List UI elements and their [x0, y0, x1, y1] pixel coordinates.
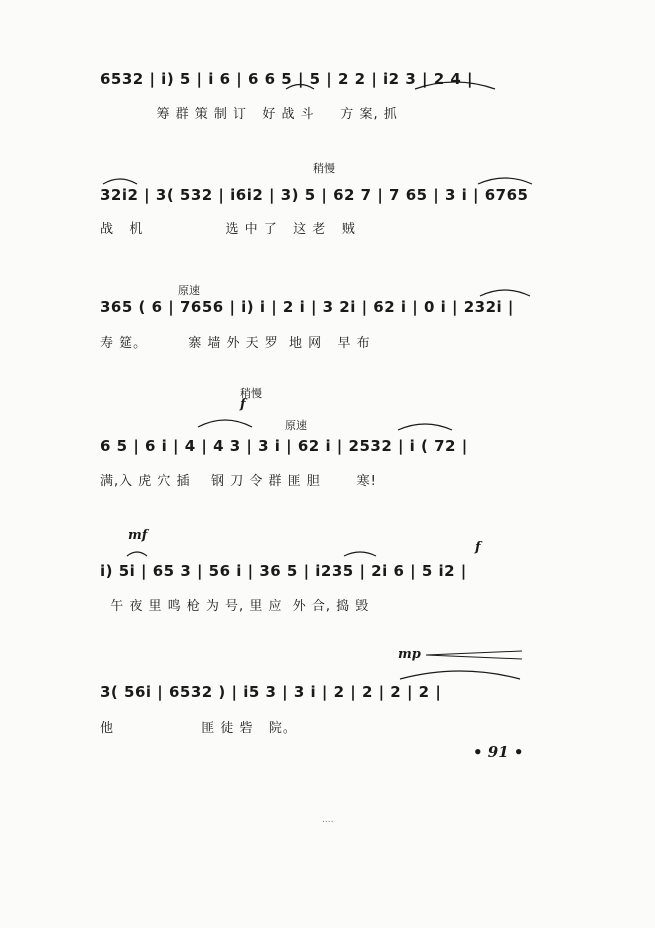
hairpin-mark: [0, 645, 655, 675]
jianpu-notes: 6 5 | 6 i | 4 | 4 3 | 3 i | 62 i | 2532 | i ( 72 |: [100, 437, 468, 455]
staff-system-1: [0, 40, 655, 160]
staff-system-5: [0, 528, 655, 648]
lyrics-line: 筹 群 策 制 订 好 战 斗 方 案, 抓: [100, 107, 398, 122]
lyrics-line: 午 夜 里 鸣 枪 为 号, 里 应 外 合, 捣 毁: [100, 599, 370, 614]
footer-mark: ....: [322, 815, 334, 825]
tempo-marking: 稍慢: [313, 162, 335, 175]
dynamic-marking: mp: [398, 647, 421, 662]
dynamic-marking: f: [475, 540, 481, 555]
lyrics-line: 他 匪 徒 砦 院。: [100, 721, 297, 736]
jianpu-notes: 6532 | i) 5 | i 6 | 6 6 5 | 5 | 2 2 | i2 3 | 2 4 |: [100, 70, 473, 88]
staff-system-2: [0, 160, 655, 280]
lyrics-line: 战 机 选 中 了 这 老 贼: [100, 222, 356, 237]
staff-system-6: [0, 645, 655, 765]
staff-system-3: [0, 276, 655, 396]
jianpu-notes: 3( 56i | 6532 ) | i5 3 | 3 i | 2 | 2 | 2 | 2 |: [100, 683, 442, 701]
tempo-marking: 稍慢: [240, 387, 262, 400]
staff-system-4: [0, 385, 655, 505]
dynamic-marking: f: [240, 397, 246, 412]
lyrics-line: 满,入 虎 穴 插 钢 刀 令 群 匪 胆 寒!: [100, 474, 377, 489]
jianpu-notes: 365 ( 6 | 7656 | i) i | 2 i | 3 2i | 62 i | 0 i | 232i |: [100, 298, 514, 316]
jianpu-notes: i) 5i | 65 3 | 56 i | 36 5 | i235 | 2i 6 | 5 i2 |: [100, 562, 467, 580]
tempo-marking: 原速: [285, 419, 307, 432]
tempo-marking: 原速: [178, 284, 200, 297]
jianpu-notes: 32i2 | 3( 532 | i6i2 | 3) 5 | 62 7 | 7 65 | 3 i | 6765: [100, 186, 529, 204]
lyrics-line: 寿 筵。 寨 墙 外 天 罗 地 网 早 布: [100, 336, 371, 351]
slur-mark: [0, 385, 655, 445]
dynamic-marking: mf: [128, 528, 148, 543]
page-number: • 91 •: [473, 743, 524, 761]
